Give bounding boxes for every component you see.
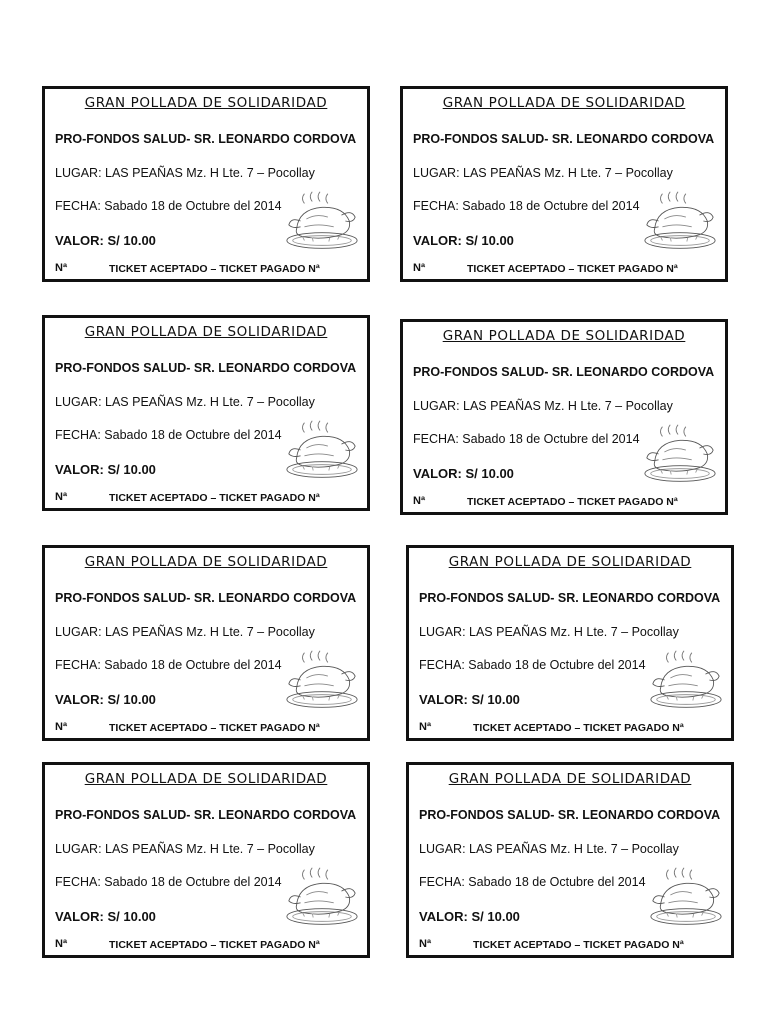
ticket-valor: VALOR: S/ 10.00 <box>55 233 156 248</box>
ticket-valor: VALOR: S/ 10.00 <box>55 692 156 707</box>
ticket-title: GRAN POLLADA DE SOLIDARIDAD <box>84 554 328 570</box>
ticket-fecha: FECHA: Sabado 18 de Octubre del 2014 <box>55 199 282 213</box>
ticket-status-text: TICKET ACEPTADO – TICKET PAGADO Nª <box>473 939 684 951</box>
ticket-card <box>42 762 370 958</box>
roast-chicken-icon <box>283 189 361 253</box>
ticket-status-text: TICKET ACEPTADO – TICKET PAGADO Nª <box>467 263 678 275</box>
roast-chicken-icon <box>647 865 725 929</box>
ticket-title: GRAN POLLADA DE SOLIDARIDAD <box>442 95 686 111</box>
ticket-valor: VALOR: S/ 10.00 <box>413 466 514 481</box>
ticket-valor: VALOR: S/ 10.00 <box>413 233 514 248</box>
ticket-card <box>42 315 370 511</box>
roast-chicken-icon <box>283 648 361 712</box>
ticket-status-text: TICKET ACEPTADO – TICKET PAGADO Nª <box>109 722 320 734</box>
ticket-card <box>406 762 734 958</box>
ticket-card <box>42 86 370 282</box>
ticket-numero-label: Nª <box>55 491 68 503</box>
ticket-numero-label: Nª <box>55 721 68 733</box>
ticket-numero-label: Nª <box>419 721 432 733</box>
ticket-title: GRAN POLLADA DE SOLIDARIDAD <box>448 554 692 570</box>
ticket-valor: VALOR: S/ 10.00 <box>419 692 520 707</box>
ticket-fecha: FECHA: Sabado 18 de Octubre del 2014 <box>55 428 282 442</box>
ticket-fecha: FECHA: Sabado 18 de Octubre del 2014 <box>413 432 640 446</box>
ticket-fondos: PRO-FONDOS SALUD- SR. LEONARDO CORDOVA <box>55 132 357 146</box>
ticket-numero-label: Nª <box>419 938 432 950</box>
roast-chicken-icon <box>647 648 725 712</box>
ticket-status-text: TICKET ACEPTADO – TICKET PAGADO Nª <box>109 492 320 504</box>
ticket-lugar: LUGAR: LAS PEAÑAS Mz. H Lte. 7 – Pocollay <box>55 166 315 180</box>
ticket-card <box>400 319 728 515</box>
ticket-title: GRAN POLLADA DE SOLIDARIDAD <box>84 771 328 787</box>
ticket-valor: VALOR: S/ 10.00 <box>55 462 156 477</box>
ticket-lugar: LUGAR: LAS PEAÑAS Mz. H Lte. 7 – Pocollay <box>413 166 673 180</box>
ticket-fecha: FECHA: Sabado 18 de Octubre del 2014 <box>419 658 646 672</box>
ticket-status-text: TICKET ACEPTADO – TICKET PAGADO Nª <box>109 939 320 951</box>
roast-chicken-icon <box>641 189 719 253</box>
ticket-status-text: TICKET ACEPTADO – TICKET PAGADO Nª <box>473 722 684 734</box>
ticket-fecha: FECHA: Sabado 18 de Octubre del 2014 <box>55 875 282 889</box>
ticket-lugar: LUGAR: LAS PEAÑAS Mz. H Lte. 7 – Pocollay <box>413 399 673 413</box>
ticket-lugar: LUGAR: LAS PEAÑAS Mz. H Lte. 7 – Pocollay <box>419 625 679 639</box>
ticket-lugar: LUGAR: LAS PEAÑAS Mz. H Lte. 7 – Pocollay <box>419 842 679 856</box>
ticket-card <box>42 545 370 741</box>
ticket-fondos: PRO-FONDOS SALUD- SR. LEONARDO CORDOVA <box>55 591 357 605</box>
ticket-status-text: TICKET ACEPTADO – TICKET PAGADO Nª <box>109 263 320 275</box>
ticket-fondos: PRO-FONDOS SALUD- SR. LEONARDO CORDOVA <box>413 132 715 146</box>
ticket-card <box>406 545 734 741</box>
ticket-numero-label: Nª <box>55 262 68 274</box>
ticket-fecha: FECHA: Sabado 18 de Octubre del 2014 <box>413 199 640 213</box>
ticket-valor: VALOR: S/ 10.00 <box>55 909 156 924</box>
ticket-fondos: PRO-FONDOS SALUD- SR. LEONARDO CORDOVA <box>55 808 357 822</box>
ticket-fondos: PRO-FONDOS SALUD- SR. LEONARDO CORDOVA <box>55 361 357 375</box>
ticket-valor: VALOR: S/ 10.00 <box>419 909 520 924</box>
ticket-title: GRAN POLLADA DE SOLIDARIDAD <box>84 324 328 340</box>
roast-chicken-icon <box>283 865 361 929</box>
roast-chicken-icon <box>641 422 719 486</box>
ticket-lugar: LUGAR: LAS PEAÑAS Mz. H Lte. 7 – Pocollay <box>55 395 315 409</box>
ticket-title: GRAN POLLADA DE SOLIDARIDAD <box>448 771 692 787</box>
ticket-status-text: TICKET ACEPTADO – TICKET PAGADO Nª <box>467 496 678 508</box>
ticket-lugar: LUGAR: LAS PEAÑAS Mz. H Lte. 7 – Pocollay <box>55 842 315 856</box>
ticket-fecha: FECHA: Sabado 18 de Octubre del 2014 <box>55 658 282 672</box>
roast-chicken-icon <box>283 418 361 482</box>
ticket-numero-label: Nª <box>55 938 68 950</box>
ticket-numero-label: Nª <box>413 262 426 274</box>
ticket-lugar: LUGAR: LAS PEAÑAS Mz. H Lte. 7 – Pocollay <box>55 625 315 639</box>
ticket-fondos: PRO-FONDOS SALUD- SR. LEONARDO CORDOVA <box>419 591 721 605</box>
ticket-title: GRAN POLLADA DE SOLIDARIDAD <box>442 328 686 344</box>
ticket-card <box>400 86 728 282</box>
ticket-title: GRAN POLLADA DE SOLIDARIDAD <box>84 95 328 111</box>
ticket-numero-label: Nª <box>413 495 426 507</box>
ticket-fondos: PRO-FONDOS SALUD- SR. LEONARDO CORDOVA <box>419 808 721 822</box>
ticket-fecha: FECHA: Sabado 18 de Octubre del 2014 <box>419 875 646 889</box>
ticket-fondos: PRO-FONDOS SALUD- SR. LEONARDO CORDOVA <box>413 365 715 379</box>
